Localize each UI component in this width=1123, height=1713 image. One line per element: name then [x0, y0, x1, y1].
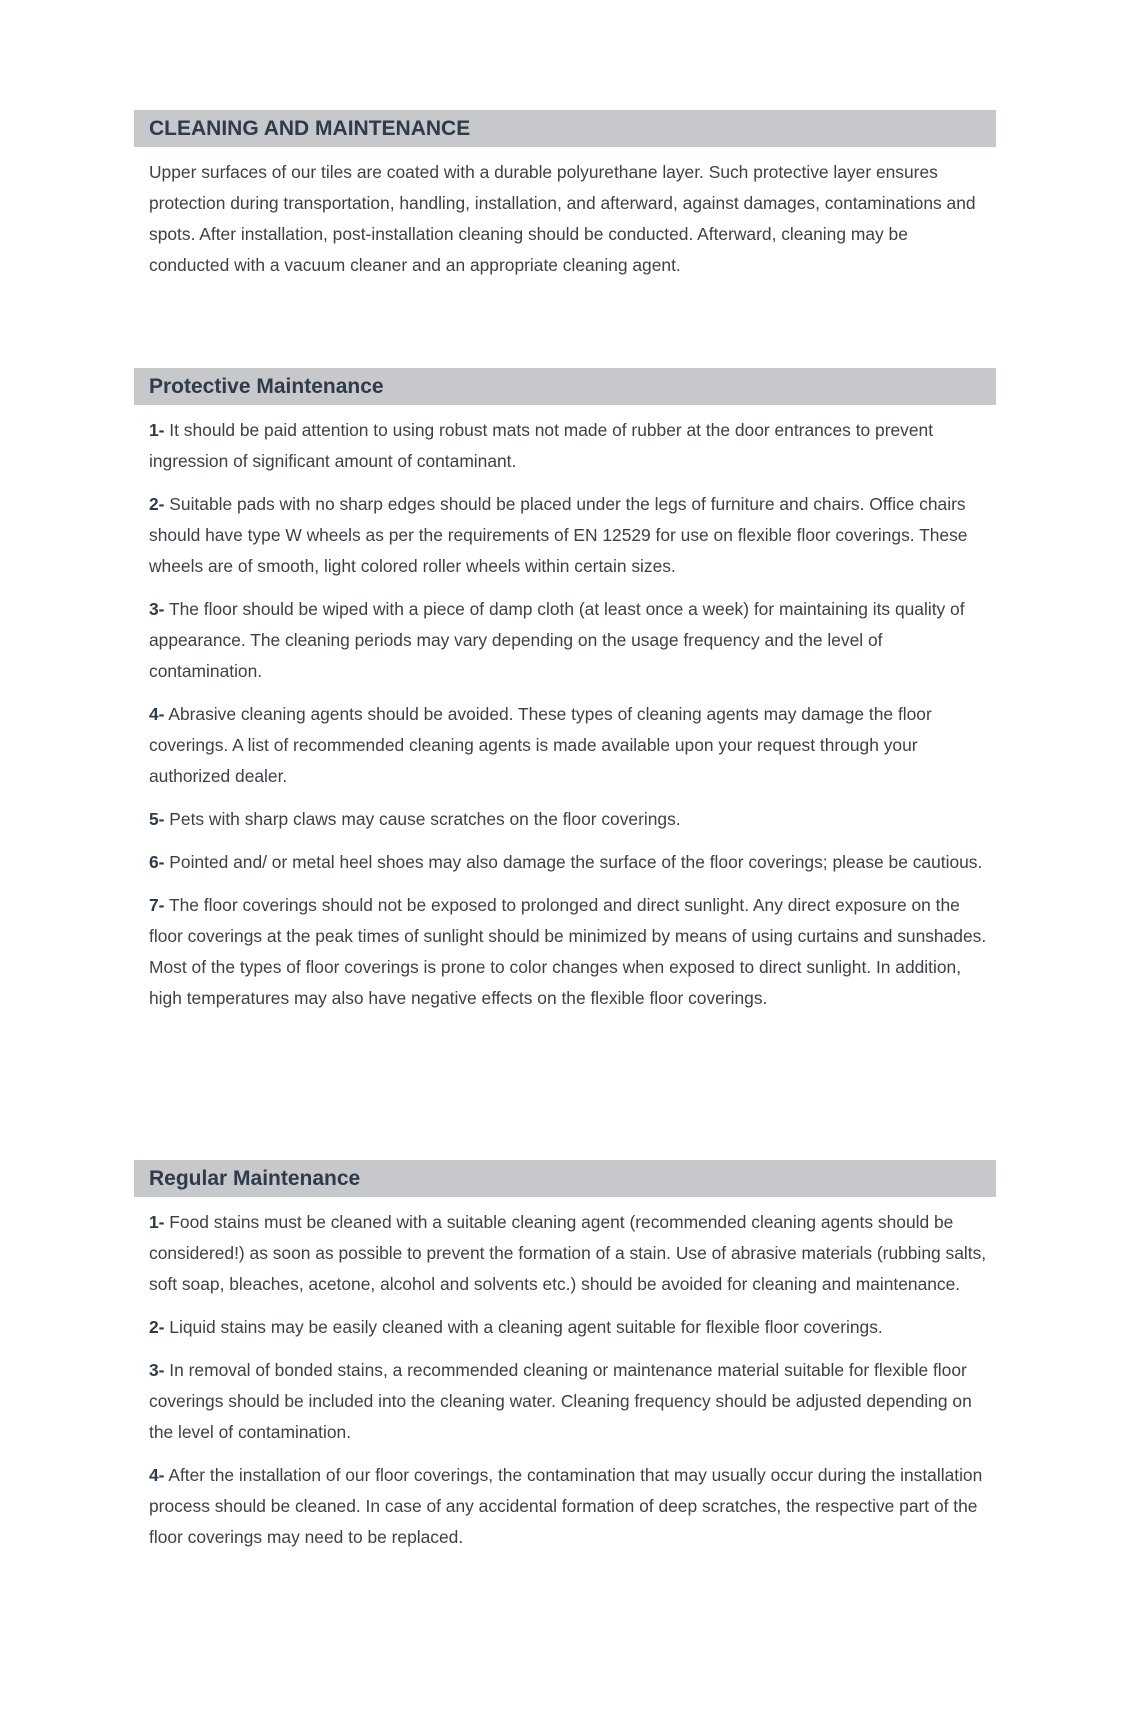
- item-number: 1-: [149, 1212, 165, 1232]
- item-text: The floor coverings should not be exposed to prolonged and direct sunlight. Any direct exposure on the floor coverings at the peak times of sunlight should be minimized by means of using curtains and sunshades. Most of the types of floor coverings is prone to color changes when exposed to direct sunlight. In addition, high temperatures may also have negative effects on the flexible floor coverings.: [149, 895, 987, 1008]
- protective-item-2: [149, 489, 988, 582]
- item-number: 4-: [149, 704, 165, 724]
- cleaning-heading: CLEANING AND MAINTENANCE: [134, 110, 996, 147]
- protective-item-3: [149, 594, 988, 687]
- item-text: Liquid stains may be easily cleaned with a cleaning agent suitable for flexible floor coverings.: [164, 1317, 883, 1337]
- item-text: After the installation of our floor coverings, the contamination that may usually occur during the installation process should be cleaned. In case of any accidental formation of deep scratches, the respective part of the floor coverings may need to be replaced.: [149, 1465, 983, 1547]
- protective-list: [134, 415, 996, 1014]
- item-text: Abrasive cleaning agents should be avoided. These types of cleaning agents may damage the floor coverings. A list of recommended cleaning agents is made available upon your request through your authorized dealer.: [149, 704, 932, 786]
- item-number: 3-: [149, 1360, 165, 1380]
- cleaning-section: [134, 110, 996, 281]
- item-number: 5-: [149, 809, 165, 829]
- regular-section: [134, 1160, 996, 1565]
- item-text: It should be paid attention to using robust mats not made of rubber at the door entrances to prevent ingression of significant amount of contaminant.: [149, 420, 934, 471]
- regular-item-2: [149, 1312, 988, 1343]
- protective-item-5: [149, 804, 988, 835]
- item-text: The floor should be wiped with a piece of damp cloth (at least once a week) for maintaining its quality of appearance. The cleaning periods may vary depending on the usage frequency and the level of contamination.: [149, 599, 965, 681]
- item-number: 2-: [149, 1317, 165, 1337]
- cleaning-body: [134, 157, 996, 281]
- item-number: 6-: [149, 852, 165, 872]
- item-text: In removal of bonded stains, a recommended cleaning or maintenance material suitable for flexible floor coverings should be included into the cleaning water. Cleaning frequency should be adjusted depending on the level of contamination.: [149, 1360, 972, 1442]
- item-number: 7-: [149, 895, 165, 915]
- item-text: Pointed and/ or metal heel shoes may also damage the surface of the floor coverings; please be cautious.: [164, 852, 983, 872]
- protective-item-1: [149, 415, 988, 477]
- protective-section: [134, 368, 996, 1026]
- protective-item-7: [149, 890, 988, 1014]
- item-text: Food stains must be cleaned with a suitable cleaning agent (recommended cleaning agents should be considered!) as soon as possible to prevent the formation of a stain. Use of abrasive materials (rubbing salts, soft soap, bleaches, acetone, alcohol and solvents etc.) should be avoided for cleaning and maintenance.: [149, 1212, 987, 1294]
- item-text: Suitable pads with no sharp edges should be placed under the legs of furniture and chairs. Office chairs should have type W wheels as per the requirements of EN 12529 for use on flexible floor coverings. These wheels are of smooth, light colored roller wheels within certain sizes.: [149, 494, 968, 576]
- regular-heading: Regular Maintenance: [134, 1160, 996, 1197]
- regular-list: [134, 1207, 996, 1553]
- item-number: 2-: [149, 494, 165, 514]
- protective-item-4: [149, 699, 988, 792]
- protective-item-6: [149, 847, 988, 878]
- regular-item-3: [149, 1355, 988, 1448]
- regular-item-1: [149, 1207, 988, 1300]
- regular-item-4: [149, 1460, 988, 1553]
- protective-heading: Protective Maintenance: [134, 368, 996, 405]
- item-number: 3-: [149, 599, 165, 619]
- item-text: Pets with sharp claws may cause scratches on the floor coverings.: [164, 809, 681, 829]
- item-number: 4-: [149, 1465, 165, 1485]
- item-number: 1-: [149, 420, 165, 440]
- cleaning-paragraph: Upper surfaces of our tiles are coated with a durable polyurethane layer. Such protective layer ensures protection during transportation, handling, installation, and afterward, against damages, contaminations and spots. After installation, post-installation cleaning should be conducted. Afterward, cleaning may be conducted with a vacuum cleaner and an appropriate cleaning agent.: [149, 162, 976, 275]
